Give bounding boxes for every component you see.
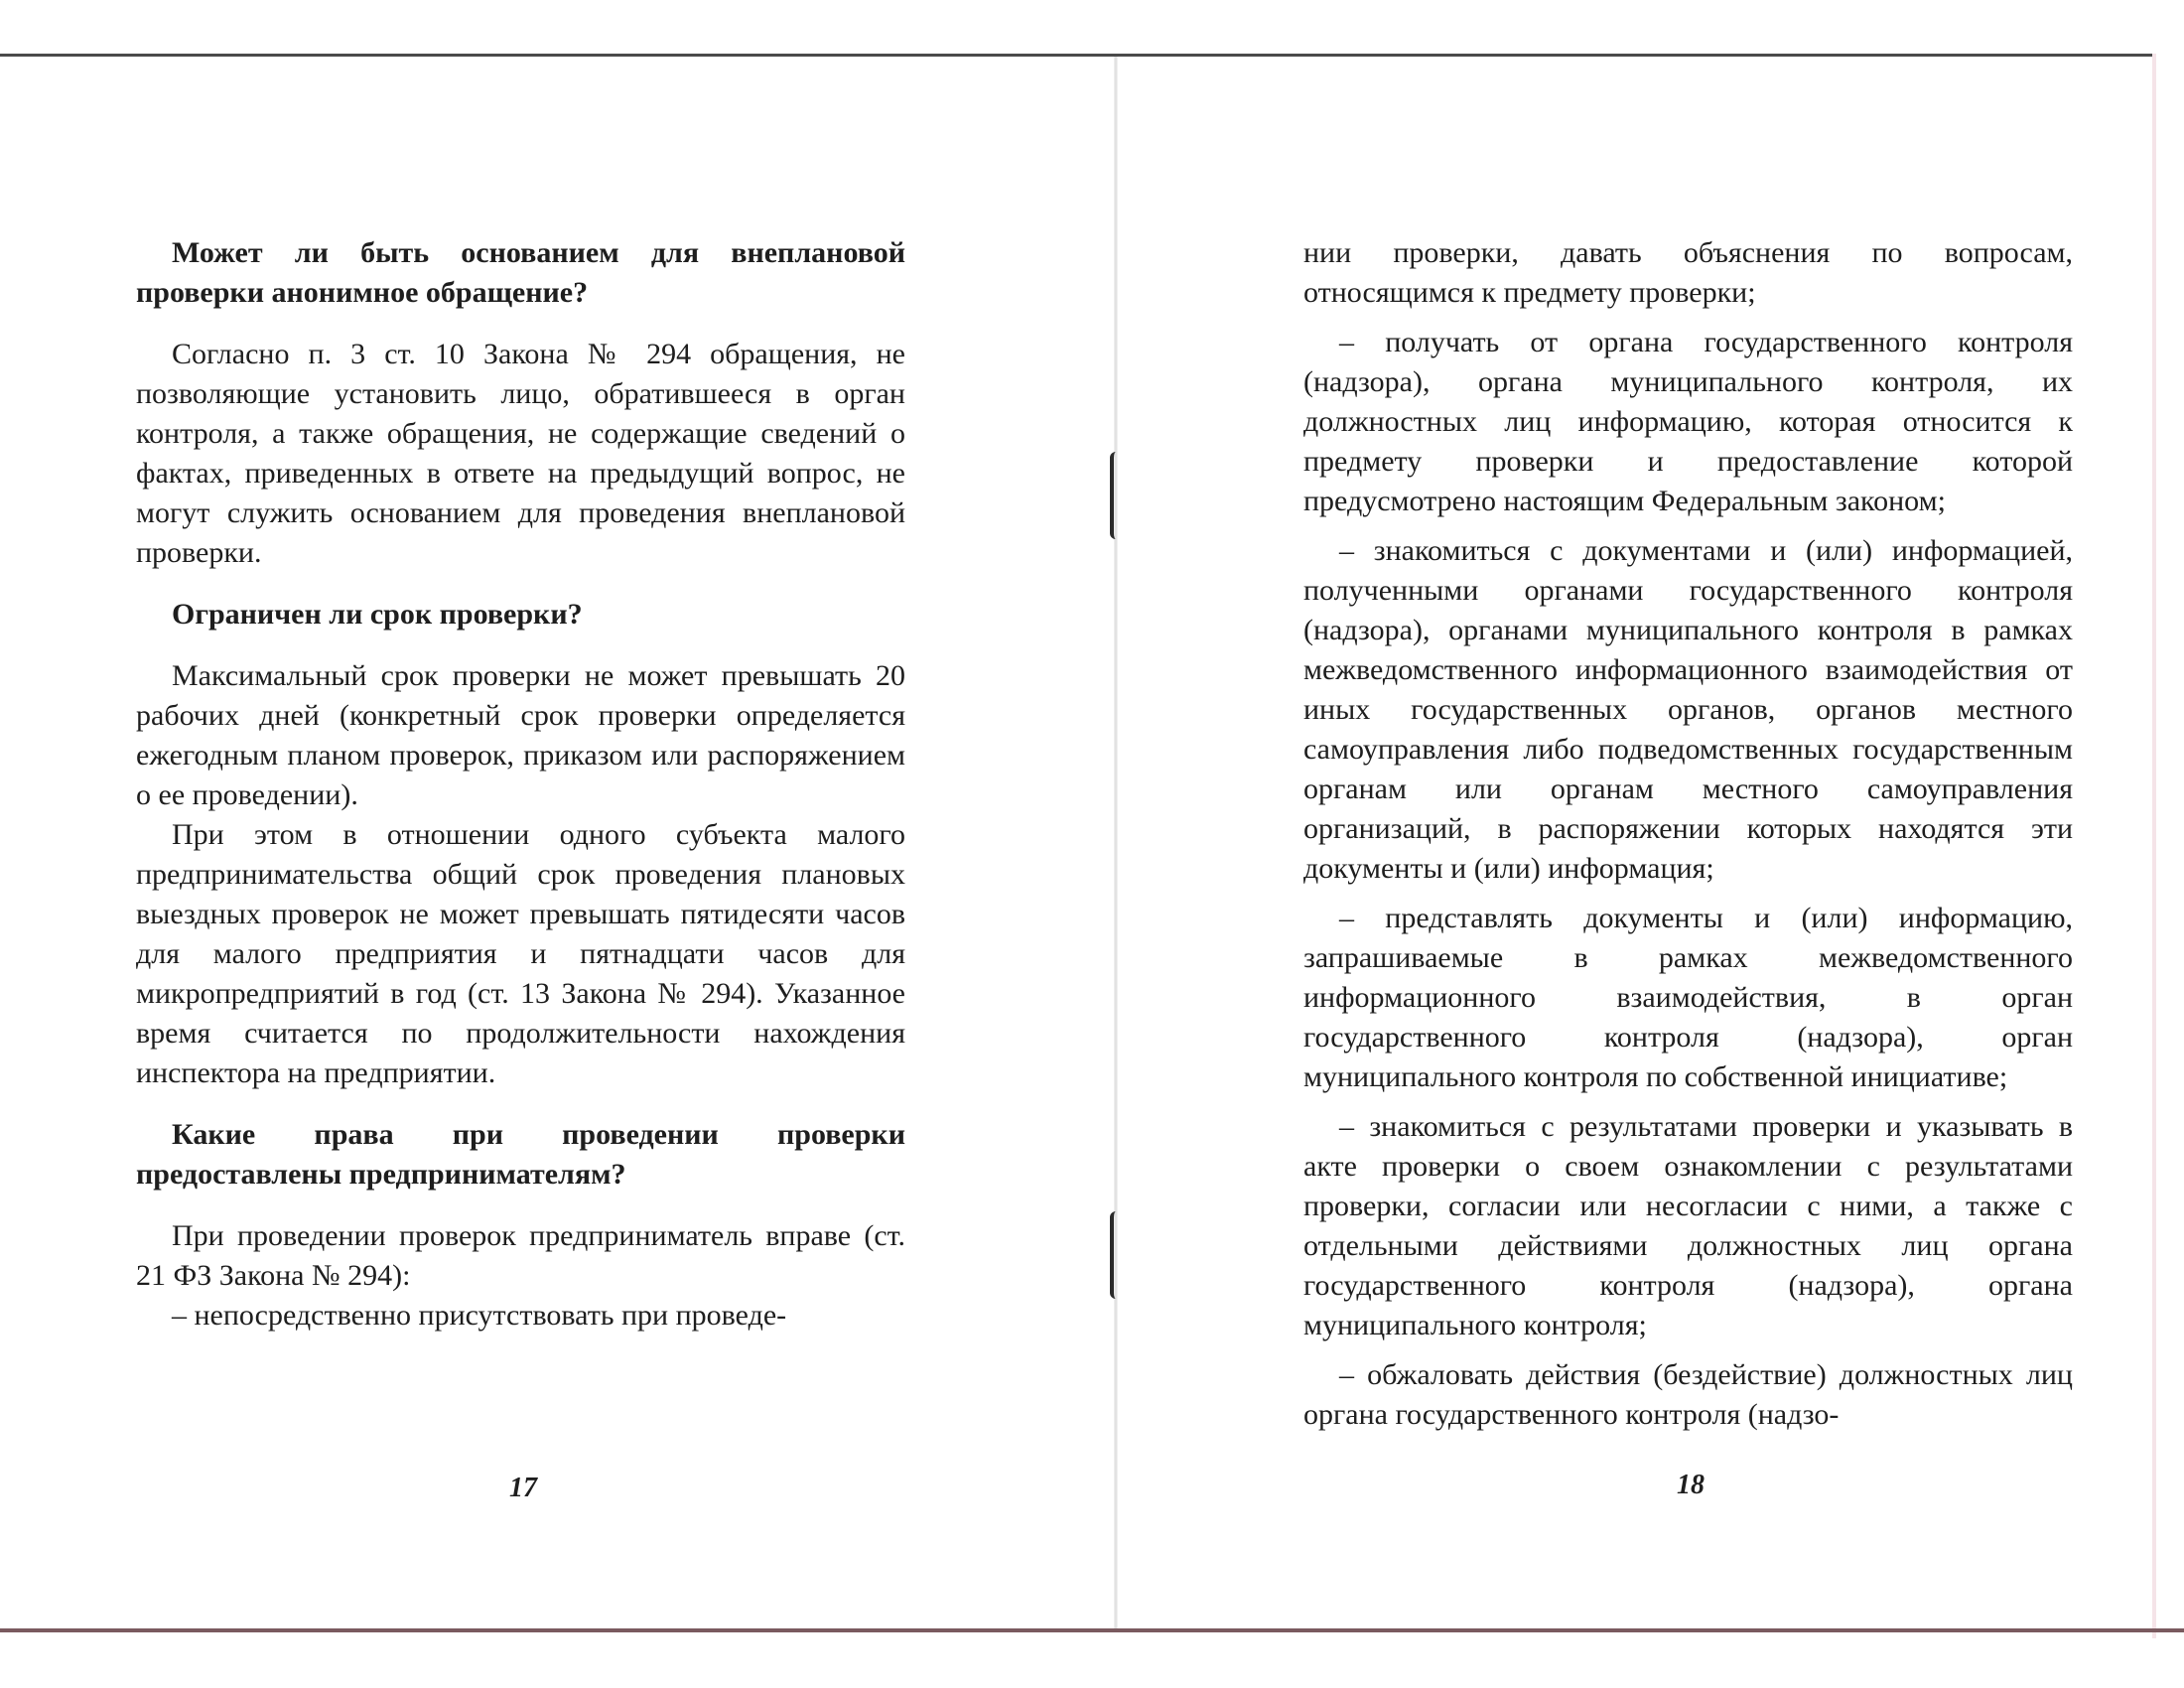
answer-anonymous-appeal: Согласно п. 3 ст. 10 Закона № 294 обращения, не позволяющие установить лицо, обратившееся в орган контроля, а также обращения, не содержащие сведений о фактах, приведенных в ответе на предыдущий вопрос, не могут служить основанием для проведения внеплановой проверки. [136,338,905,569]
right-item-attend-continued: нии проверки, давать объяснения по вопросам, относящимся к предмету проверки; [1303,236,2073,309]
book-gutter [1114,57,1118,1628]
right-page [1303,233,2073,1524]
question-entrepreneur-rights: Какие права при проведении проверки предоставлены предпринимателям? [136,1118,905,1191]
scan-right-edge [2152,54,2184,1638]
right-item-submit-documents: – представлять документы и (или) информацию, запрашиваемые в рамках межведомственного информационного взаимодействия, в орган государственного контроля (надзора), орган муниципального контроля по собственной инициативе; [1303,902,2073,1093]
small-business-term-paragraph: При этом в отношении одного субъекта малого предпринимательства общий срок проведения плановых выездных проверок не может превышать пятидесяти часов для малого предприятия и пятнадцати часов для микропредприятий в год (ст. 13 Закона № 294). Указанное время считается по продолжительности нахождения инспектора на предприятии. [136,818,905,1089]
scan-bottom-edge [0,1628,2184,1632]
left-page [136,233,905,1524]
staple-bottom [1110,1211,1122,1299]
right-item-appeal-actions: – обжаловать действия (бездействие) должностных лиц органа государственного контроля (надзо- [1303,1358,2073,1431]
rights-intro: При проведении проверок предприниматель вправе (ст. 21 ФЗ Закона № 294): [136,1219,905,1292]
staple-top [1110,452,1122,539]
right-item-review-results: – знакомиться с результатами проверки и указывать в акте проверки о своем ознакомлении с результатами проверки, согласии или несогласии с ними, а также с отдельными действиями должностных лиц органа государственного контроля (надзора), органа муниципального контроля; [1303,1110,2073,1341]
right-item-review-documents: – знакомиться с документами и (или) информацией, полученными органами государственного контроля (надзора), органами муниципального контроля в рамках межведомственного информационного взаимодействия от иных государственных органов, органов местного самоуправления либо подведомственных государственным органам или органам местного самоуправления организаций, в распоряжении которых находятся эти документы и (или) информация; [1303,534,2073,885]
right-item-receive-info: – получать от органа государственного контроля (надзора), органа муниципального контроля, их должностных лиц информацию, которая относится к предмету проверки и предоставление которой предусмотрено настоящим Федеральным законом; [1303,326,2073,517]
page-number-right: 18 [1677,1470,1705,1500]
scan-top-edge [0,0,2184,57]
question-anonymous-appeal: Может ли быть основанием для внеплановой проверки анонимное обращение? [136,236,905,309]
page-number-left: 17 [509,1473,537,1503]
answer-inspection-term: Максимальный срок проверки не может превышать 20 рабочих дней (конкретный срок проверки определяется ежегодным планом проверок, приказом или распоряжением о ее проведении). [136,659,905,811]
right-item-attend: – непосредственно присутствовать при проведе- [172,1299,787,1332]
question-inspection-term: Ограничен ли срок проверки? [172,598,583,631]
